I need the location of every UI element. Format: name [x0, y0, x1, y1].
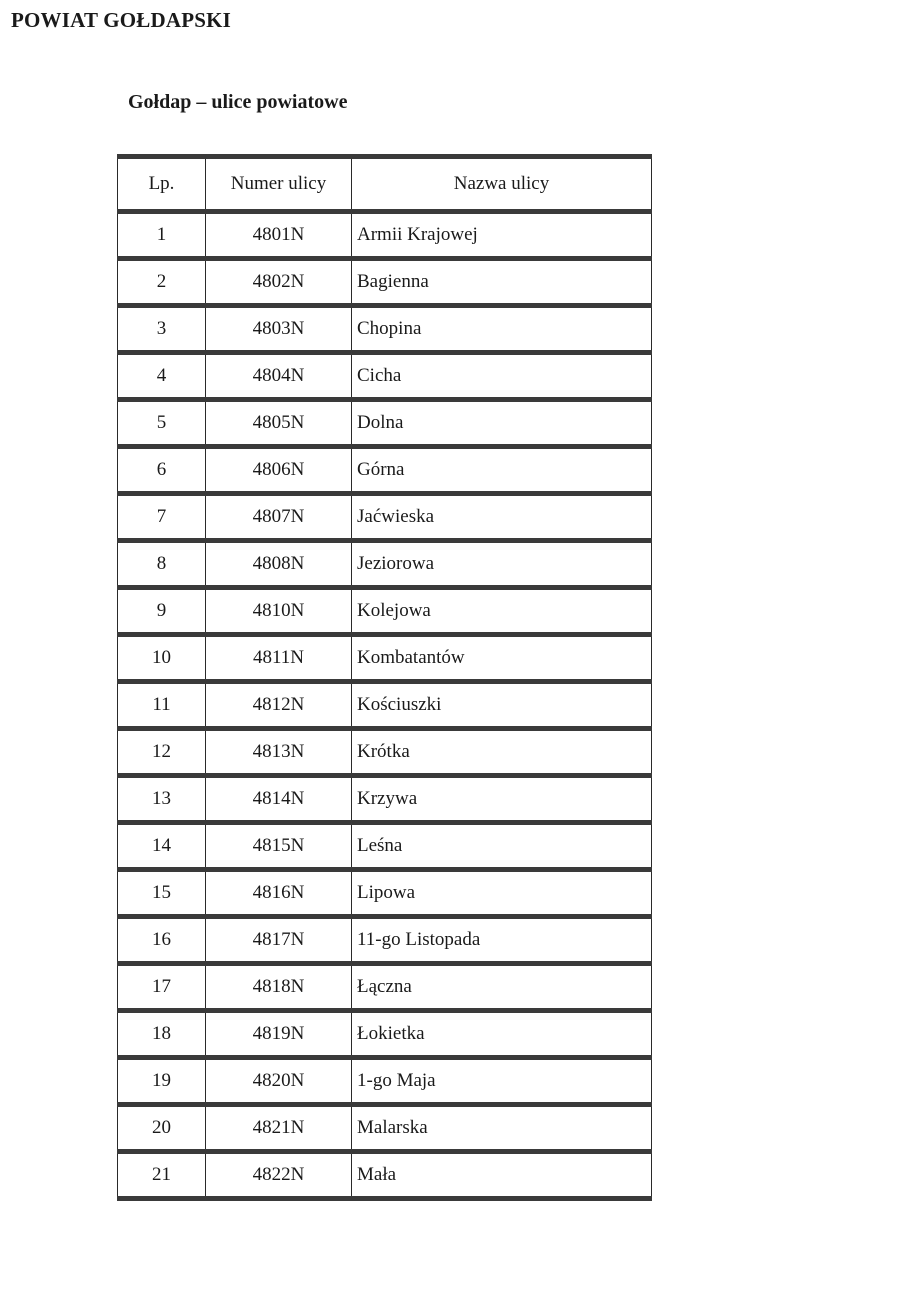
cell-lp: 19	[118, 1058, 206, 1105]
cell-name: Armii Krajowej	[352, 212, 652, 259]
cell-name: Chopina	[352, 306, 652, 353]
table-row	[118, 823, 652, 870]
cell-lp: 12	[118, 729, 206, 776]
cell-number: 4805N	[206, 400, 352, 447]
cell-number: 4821N	[206, 1105, 352, 1152]
cell-name: Kościuszki	[352, 682, 652, 729]
cell-lp: 8	[118, 541, 206, 588]
cell-lp: 2	[118, 259, 206, 306]
cell-name: Łokietka	[352, 1011, 652, 1058]
header-lp: Lp.	[118, 157, 206, 212]
header-number: Numer ulicy	[206, 157, 352, 212]
cell-name: Jeziorowa	[352, 541, 652, 588]
table-row	[118, 400, 652, 447]
cell-lp: 18	[118, 1011, 206, 1058]
cell-number: 4802N	[206, 259, 352, 306]
cell-number: 4811N	[206, 635, 352, 682]
cell-lp: 6	[118, 447, 206, 494]
cell-number: 4810N	[206, 588, 352, 635]
cell-lp: 4	[118, 353, 206, 400]
table-row	[118, 917, 652, 964]
cell-number: 4816N	[206, 870, 352, 917]
cell-number: 4804N	[206, 353, 352, 400]
table-row	[118, 1058, 652, 1105]
cell-lp: 3	[118, 306, 206, 353]
table-row	[118, 682, 652, 729]
cell-name: Krzywa	[352, 776, 652, 823]
cell-name: Jaćwieska	[352, 494, 652, 541]
cell-number: 4814N	[206, 776, 352, 823]
header-row	[118, 157, 652, 212]
cell-lp: 21	[118, 1152, 206, 1199]
cell-name: Mała	[352, 1152, 652, 1199]
cell-name: 1-go Maja	[352, 1058, 652, 1105]
cell-number: 4815N	[206, 823, 352, 870]
cell-number: 4822N	[206, 1152, 352, 1199]
table-body	[118, 212, 652, 1199]
cell-number: 4813N	[206, 729, 352, 776]
cell-lp: 15	[118, 870, 206, 917]
cell-lp: 7	[118, 494, 206, 541]
table-row	[118, 870, 652, 917]
table-row	[118, 588, 652, 635]
cell-number: 4819N	[206, 1011, 352, 1058]
cell-lp: 11	[118, 682, 206, 729]
table-row	[118, 1011, 652, 1058]
cell-name: Malarska	[352, 1105, 652, 1152]
cell-name: Cicha	[352, 353, 652, 400]
cell-name: Górna	[352, 447, 652, 494]
table-row	[118, 776, 652, 823]
table-row	[118, 1152, 652, 1199]
cell-name: Krótka	[352, 729, 652, 776]
cell-lp: 14	[118, 823, 206, 870]
table-row	[118, 306, 652, 353]
cell-lp: 5	[118, 400, 206, 447]
table-row	[118, 729, 652, 776]
cell-lp: 1	[118, 212, 206, 259]
table-row	[118, 964, 652, 1011]
cell-lp: 9	[118, 588, 206, 635]
cell-number: 4820N	[206, 1058, 352, 1105]
cell-number: 4806N	[206, 447, 352, 494]
table-row	[118, 635, 652, 682]
header-name: Nazwa ulicy	[352, 157, 652, 212]
section-title: Gołdap – ulice powiatowe	[128, 91, 348, 113]
cell-number: 4817N	[206, 917, 352, 964]
table-row	[118, 1105, 652, 1152]
cell-name: Lipowa	[352, 870, 652, 917]
cell-number: 4818N	[206, 964, 352, 1011]
cell-number: 4803N	[206, 306, 352, 353]
cell-lp: 17	[118, 964, 206, 1011]
cell-name: Kombatantów	[352, 635, 652, 682]
cell-number: 4808N	[206, 541, 352, 588]
cell-name: Kolejowa	[352, 588, 652, 635]
cell-name: 11-go Listopada	[352, 917, 652, 964]
table-row	[118, 447, 652, 494]
table-row	[118, 494, 652, 541]
cell-name: Łączna	[352, 964, 652, 1011]
table-row	[118, 259, 652, 306]
cell-name: Dolna	[352, 400, 652, 447]
table-header	[118, 157, 652, 212]
cell-number: 4807N	[206, 494, 352, 541]
roads-table	[117, 154, 652, 1201]
cell-number: 4801N	[206, 212, 352, 259]
cell-lp: 13	[118, 776, 206, 823]
page-title: POWIAT GOŁDAPSKI	[11, 8, 232, 32]
table-row	[118, 541, 652, 588]
cell-lp: 10	[118, 635, 206, 682]
cell-lp: 16	[118, 917, 206, 964]
cell-number: 4812N	[206, 682, 352, 729]
cell-name: Leśna	[352, 823, 652, 870]
cell-lp: 20	[118, 1105, 206, 1152]
table-row	[118, 212, 652, 259]
table-row	[118, 353, 652, 400]
cell-name: Bagienna	[352, 259, 652, 306]
